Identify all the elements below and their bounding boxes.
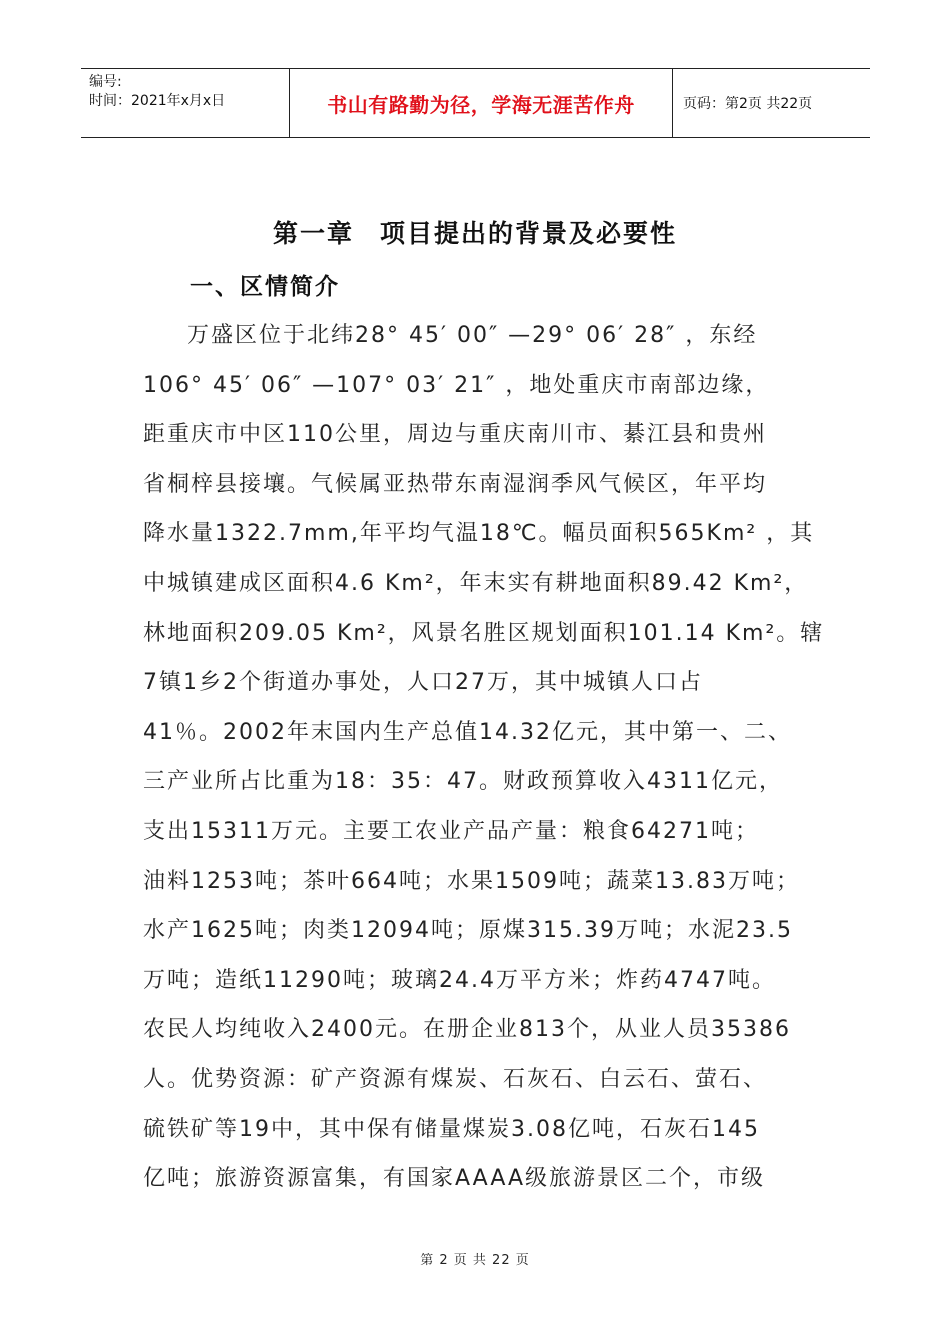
- page-info: 页码：第2页 共22页: [683, 96, 813, 112]
- body-line: 亿吨；旅游资源富集，有国家AAAA级旅游景区二个，市级: [143, 1166, 766, 1192]
- body-text: [143, 311, 833, 1204]
- body-line: 万吨；造纸11290吨；玻璃24.4万平方米；炸药4747吨。: [143, 967, 776, 993]
- body-line: 41％。2002年末国内生产总值14.32亿元，其中第一、二、: [143, 719, 792, 745]
- body-line: 7镇1乡2个街道办事处，人口27万，其中城镇人口占: [143, 670, 703, 696]
- chapter-heading: [0, 214, 950, 250]
- body-line: 油料1253吨；茶叶664吨；水果1509吨；蔬菜13.83万吨；: [143, 868, 800, 894]
- body-line: 水产1625吨；肉类12094吨；原煤315.39万吨；水泥23.5: [143, 918, 793, 944]
- body-line: 万盛区位于北纬28° 45′ 00″ —29° 06′ 28″ ，东经: [187, 323, 758, 348]
- chapter-subtitle: 项目提出的背景及必要性: [380, 219, 678, 248]
- body-line: 中城镇建成区面积4.6 Km²，年末实有耕地面积89.42 Km²，: [143, 570, 809, 596]
- page-footer: 第 2 页 共 22 页: [420, 1253, 530, 1268]
- body-line: 三产业所占比重为18：35：47。财政预算收入4311亿元，: [143, 769, 783, 795]
- header-page-info-cell: [673, 69, 870, 137]
- body-line: 省桐梓县接壤。气候属亚热带东南湿润季风气候区，年平均: [143, 471, 768, 497]
- body-line: 距重庆市中区110公里，周边与重庆南川市、綦江县和贵州: [143, 422, 767, 448]
- motto-text: 书山有路勤为径，学海无涯苦作舟: [327, 92, 635, 117]
- body-line: 人。优势资源：矿产资源有煤炭、石灰石、白云石、萤石、: [143, 1066, 768, 1092]
- body-line: 农民人均纯收入2400元。在册企业813个，从业人员35386: [143, 1017, 791, 1043]
- number-label: 编号:: [89, 74, 122, 90]
- chapter-title: 第一章: [272, 219, 354, 248]
- body-line: 硫铁矿等19中，其中保有储量煤炭3.08亿吨，石灰石145: [143, 1116, 760, 1142]
- page-header: [81, 68, 870, 138]
- body-line: 降水量1322.7mm,年平均气温18℃。幅员面积565Km² ，其: [143, 521, 815, 547]
- body-line: 106° 45′ 06″ —107° 03′ 21″ ，地处重庆市南部边缘，: [143, 372, 770, 398]
- body-line: 林地面积209.05 Km²，风景名胜区规划面积101.14 Km²。辖: [143, 620, 825, 646]
- header-motto-cell: [290, 69, 673, 137]
- body-line: 支出15311万元。主要工农业产品产量：粮食64271吨；: [143, 818, 759, 844]
- date-label: 时间：2021年x月x日: [89, 93, 226, 109]
- section-title: 一、区情简介: [190, 273, 340, 300]
- header-meta: [81, 69, 290, 137]
